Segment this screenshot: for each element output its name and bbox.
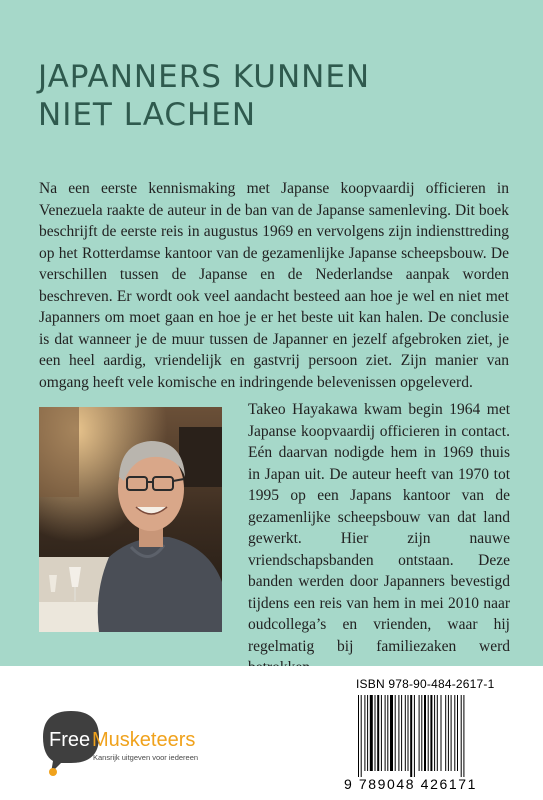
footer-area — [0, 666, 543, 800]
barcode-bar — [395, 695, 396, 771]
barcode-bar — [408, 695, 409, 771]
barcode-bar — [385, 695, 386, 771]
barcode-bar — [448, 695, 449, 771]
barcode-bar — [428, 695, 429, 771]
barcode-bar — [370, 695, 373, 771]
isbn-barcode — [356, 695, 508, 777]
barcode-bar — [424, 695, 426, 771]
title-line-2: NIET LACHEN — [38, 97, 257, 133]
barcode-bar — [414, 695, 415, 777]
barcode-bar — [421, 695, 422, 771]
publisher-name-musketeers: Musketeers — [92, 729, 196, 751]
author-bio-paragraph: Takeo Hayakawa kwam begin 1964 met Japanse koopvaardij officieren in contact. Eén daarvan nodigde hem in 1969 thuis in Japan uit. De auteur heeft van 1970 tot 1995 op een Japans kantoor van de gezamenlijke scheepsbouw van dat land gewerkt. Hier zijn nauwe vriendschapsbanden ontstaan. Deze banden werden door Japanners bevestigd tijdens een reis van hem in mei 2010 naar oudcollega’s en vrienden, waar hij regelmatig bij familiezaken werd — [248, 401, 510, 655]
publisher-logo — [41, 709, 231, 781]
barcode-bar — [437, 695, 438, 771]
barcode-bar — [398, 695, 399, 771]
barcode-bar — [377, 695, 379, 771]
barcode-bar — [419, 695, 420, 771]
barcode-bar — [410, 695, 412, 777]
barcode-bar — [401, 695, 402, 771]
barcode-bar — [457, 695, 458, 771]
barcode-bar — [441, 695, 442, 771]
title-line-1: JAPANNERS KUNNEN — [38, 59, 371, 95]
publisher-tagline: Kansrijk uitgeven voor iedereen — [93, 753, 199, 762]
publisher-name-free: Free — [49, 729, 91, 751]
isbn-label: ISBN 978-90-484-2617-1 — [356, 677, 495, 691]
barcode-bar — [364, 695, 365, 771]
barcode-bar — [454, 695, 455, 771]
barcode-bar — [390, 695, 393, 771]
barcode-bar — [463, 695, 464, 777]
logo-accent-dot — [49, 768, 57, 776]
barcode-bar — [381, 695, 382, 771]
barcode-digits: 9 789048 426171 — [344, 776, 477, 792]
blurb-paragraph: Na een eerste kennismaking met Japanse koopvaardij officieren in Venezuela raakte de auteur in de ban van de Japanse samenleving. Dit boek beschrijft de eerste reis in augustus 1969 en vervolgens zijn indiensttreding op het Rotterdamse kantoor van de gezamenlijke Japanse scheepsbouw. De verschillen tussen de Japanse en de Nederlandse aanpak worden beschreven. Er wordt ook veel aandacht besteed aan hoe je wel en niet met Japanners om moet gaan en hoe je er het beste uit kan halen. De conclusie is dat wanneer je de muur tussen de Japanner en jezelf afgebroken ziet, je een heel aardig, vriendelijk en gastvrij persoon ziet. Zijn manier van omgang heeft vele komische en indringende belevenissen opgeleverd. — [39, 180, 509, 391]
barcode-bar — [367, 695, 368, 771]
barcode-bar — [387, 695, 388, 771]
barcode-bar — [430, 695, 432, 771]
author-photo-illustration — [39, 407, 222, 632]
book-title — [38, 58, 370, 134]
author-photo — [39, 407, 222, 632]
barcode-bar — [361, 695, 362, 777]
barcode-bar — [461, 695, 462, 777]
barcode-bar — [434, 695, 435, 771]
barcode-bar — [445, 695, 446, 771]
barcode-bar — [358, 695, 359, 777]
barcode-bar — [375, 695, 376, 771]
barcode-bar — [451, 695, 452, 771]
barcode-bar — [405, 695, 406, 771]
